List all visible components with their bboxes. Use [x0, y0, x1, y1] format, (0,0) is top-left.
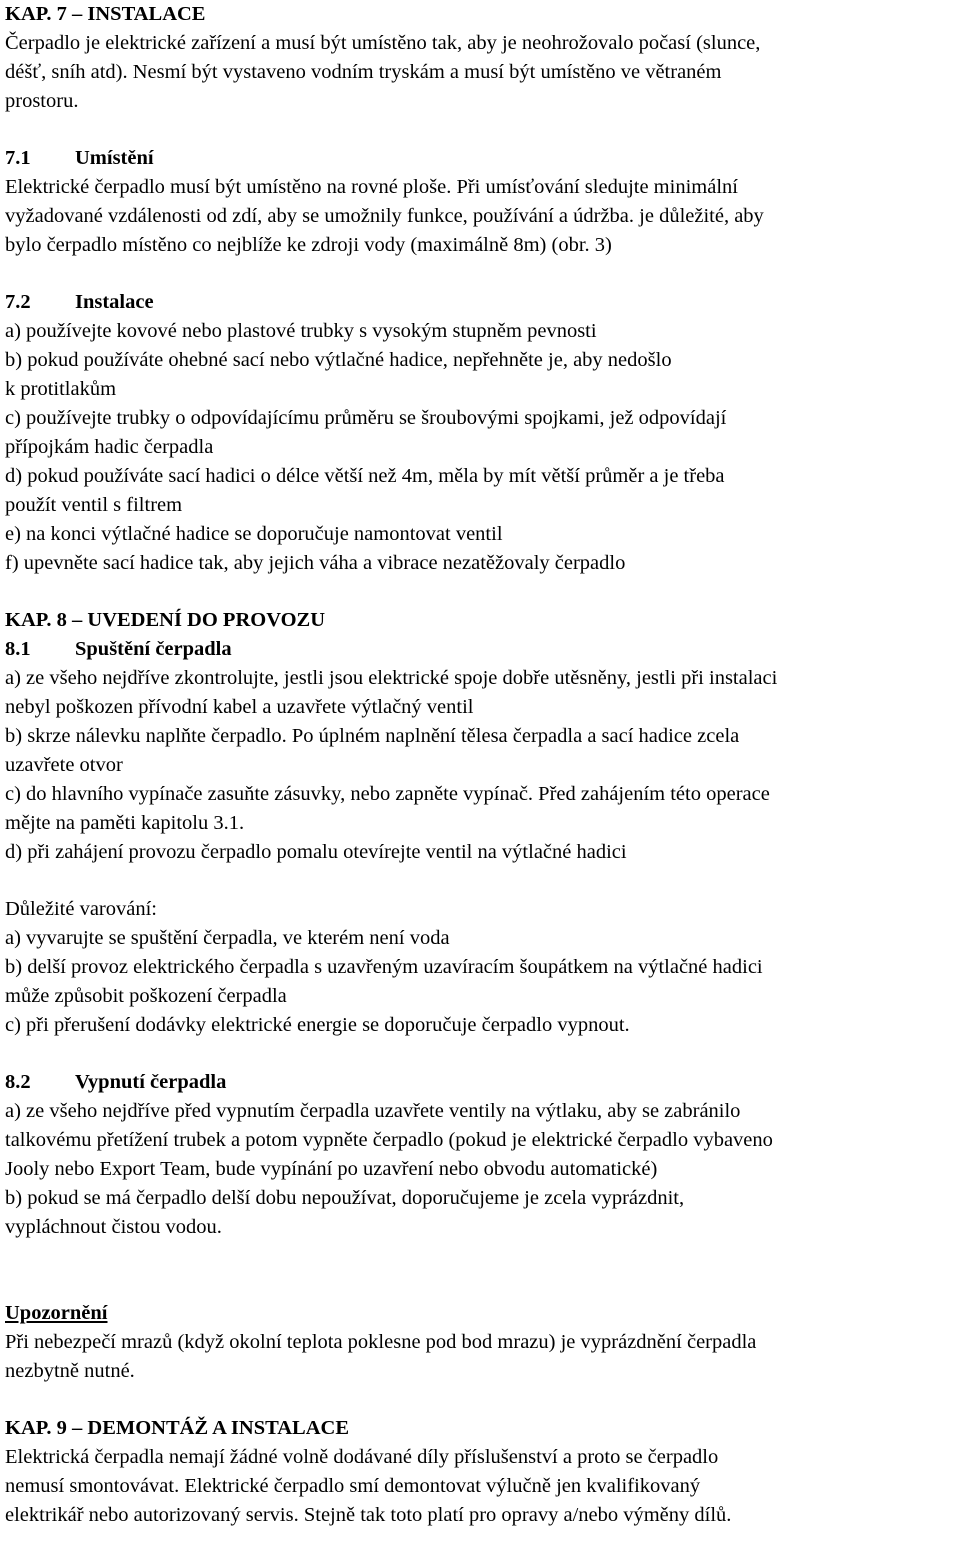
section-title: Instalace — [75, 291, 154, 313]
spacer — [5, 1242, 956, 1299]
section-8-2-heading — [5, 1068, 956, 1097]
spacer — [5, 1386, 956, 1414]
list-item-line: d) pokud používáte sací hadici o délce větší než 4m, měla by mít větší průměr a je třeba — [5, 465, 725, 487]
list-item-line: b) skrze nálevku naplňte čerpadlo. Po úplném naplnění tělesa čerpadla a sací hadice zcela — [5, 725, 740, 747]
section-title: Spuštění čerpadla — [75, 638, 232, 660]
paragraph-line: elektrikář nebo autorizovaný servis. Stejně tak toto platí pro opravy a/nebo výměny dílů. — [5, 1504, 732, 1526]
paragraph-line: Elektrické čerpadlo musí být umístěno na rovné ploše. Při umísťování sledujte minimální — [5, 176, 738, 198]
notice-heading: Upozornění — [5, 1302, 108, 1324]
chapter-7-intro-line: prostoru. — [5, 90, 79, 112]
warning-heading: Důležité varování: — [5, 898, 157, 920]
list-item-line: přípojkám hadic čerpadla — [5, 436, 214, 458]
section-number: 8.1 — [5, 638, 31, 660]
section-7-1-heading — [5, 144, 956, 173]
section-number: 7.1 — [5, 147, 31, 169]
section-title: Umístění — [75, 147, 154, 169]
warning-line: a) vyvarujte se spuštění čerpadla, ve kterém není voda — [5, 927, 450, 949]
spacer — [5, 867, 956, 895]
list-item-line: mějte na paměti kapitolu 3.1. — [5, 812, 245, 834]
list-item-line: použít ventil s filtrem — [5, 494, 183, 516]
section-number: 7.2 — [5, 291, 31, 313]
list-item-line: d) při zahájení provozu čerpadlo pomalu otevírejte ventil na výtlačné hadici — [5, 841, 627, 863]
list-item-line: talkovému přetížení trubek a potom vypněte čerpadlo (pokud je elektrické čerpadlo vybaveno — [5, 1129, 773, 1151]
list-item-line: e) na konci výtlačné hadice se doporučuje namontovat ventil — [5, 523, 503, 545]
chapter-8-heading: KAP. 8 – UVEDENÍ DO PROVOZU — [5, 609, 326, 631]
chapter-7-heading: KAP. 7 – INSTALACE — [5, 3, 206, 25]
paragraph-line: vyžadované vzdálenosti od zdí, aby se umožnily funkce, používání a údržba. je důležité, aby — [5, 205, 764, 227]
spacer — [5, 116, 956, 144]
list-item-line: nebyl poškozen přívodní kabel a uzavřete výtlačný ventil — [5, 696, 474, 718]
section-title: Vypnutí čerpadla — [75, 1071, 227, 1093]
list-item-line: a) ze všeho nejdříve před vypnutím čerpadla uzavřete ventily na výtlaku, aby se zabránilo — [5, 1100, 741, 1122]
warning-line: b) delší provoz elektrického čerpadla s uzavřeným uzavíracím šoupátkem na výtlačné hadici — [5, 956, 763, 978]
section-number: 8.2 — [5, 1071, 31, 1093]
list-item-line: Jooly nebo Export Team, bude vypínání po uzavření nebo obvodu automatické) — [5, 1158, 658, 1180]
chapter-9-heading: KAP. 9 – DEMONTÁŽ A INSTALACE — [5, 1417, 350, 1439]
notice-line: nezbytně nutné. — [5, 1360, 135, 1382]
list-item-line: c) používejte trubky o odpovídajícímu průměru se šroubovými spojkami, jež odpovídají — [5, 407, 727, 429]
list-item-line: b) pokud používáte ohebné sací nebo výtlačné hadice, nepřehněte je, aby nedošlo — [5, 349, 672, 371]
notice-line: Při nebezpečí mrazů (když okolní teplota poklesne pod bod mrazu) je vyprázdnění čerpadla — [5, 1331, 757, 1353]
chapter-7-intro-line: déšť, sníh atd). Nesmí být vystaveno vodním tryskám a musí být umístěno ve větraném — [5, 61, 722, 83]
chapter-7-intro-line: Čerpadlo je elektrické zařízení a musí být umístěno tak, aby je neohrožovalo počasí (slunce, — [5, 32, 761, 54]
spacer — [5, 260, 956, 288]
list-item-line: b) pokud se má čerpadlo delší dobu nepoužívat, doporučujeme je zcela vyprázdnit, — [5, 1187, 685, 1209]
paragraph-line: nemusí smontovávat. Elektrické čerpadlo smí demontovat výlučně jen kvalifikovaný — [5, 1475, 701, 1497]
paragraph-line: bylo čerpadlo místěno co nejblíže ke zdroji vody (maximálně 8m) (obr. 3) — [5, 234, 612, 256]
list-item-line: a) používejte kovové nebo plastové trubky s vysokým stupněm pevnosti — [5, 320, 597, 342]
list-item-line: uzavřete otvor — [5, 754, 123, 776]
spacer — [5, 1040, 956, 1068]
warning-line: c) při přerušení dodávky elektrické energie se doporučuje čerpadlo vypnout. — [5, 1014, 630, 1036]
paragraph-line: Elektrická čerpadla nemají žádné volně dodávané díly příslušenství a proto se čerpadlo — [5, 1446, 719, 1468]
list-item-line: f) upevněte sací hadice tak, aby jejich váha a vibrace nezatěžovaly čerpadlo — [5, 552, 626, 574]
spacer — [5, 578, 956, 606]
list-item-line: c) do hlavního vypínače zasuňte zásuvky, nebo zapněte vypínač. Před zahájením této operace — [5, 783, 770, 805]
section-8-1-heading — [5, 635, 956, 664]
warning-line: může způsobit poškození čerpadla — [5, 985, 287, 1007]
list-item-line: k protitlakům — [5, 378, 117, 400]
list-item-line: a) ze všeho nejdříve zkontrolujte, jestli jsou elektrické spoje dobře utěsněny, jestli při instalaci — [5, 667, 778, 689]
section-7-2-heading — [5, 288, 956, 317]
list-item-line: vypláchnout čistou vodou. — [5, 1216, 222, 1238]
